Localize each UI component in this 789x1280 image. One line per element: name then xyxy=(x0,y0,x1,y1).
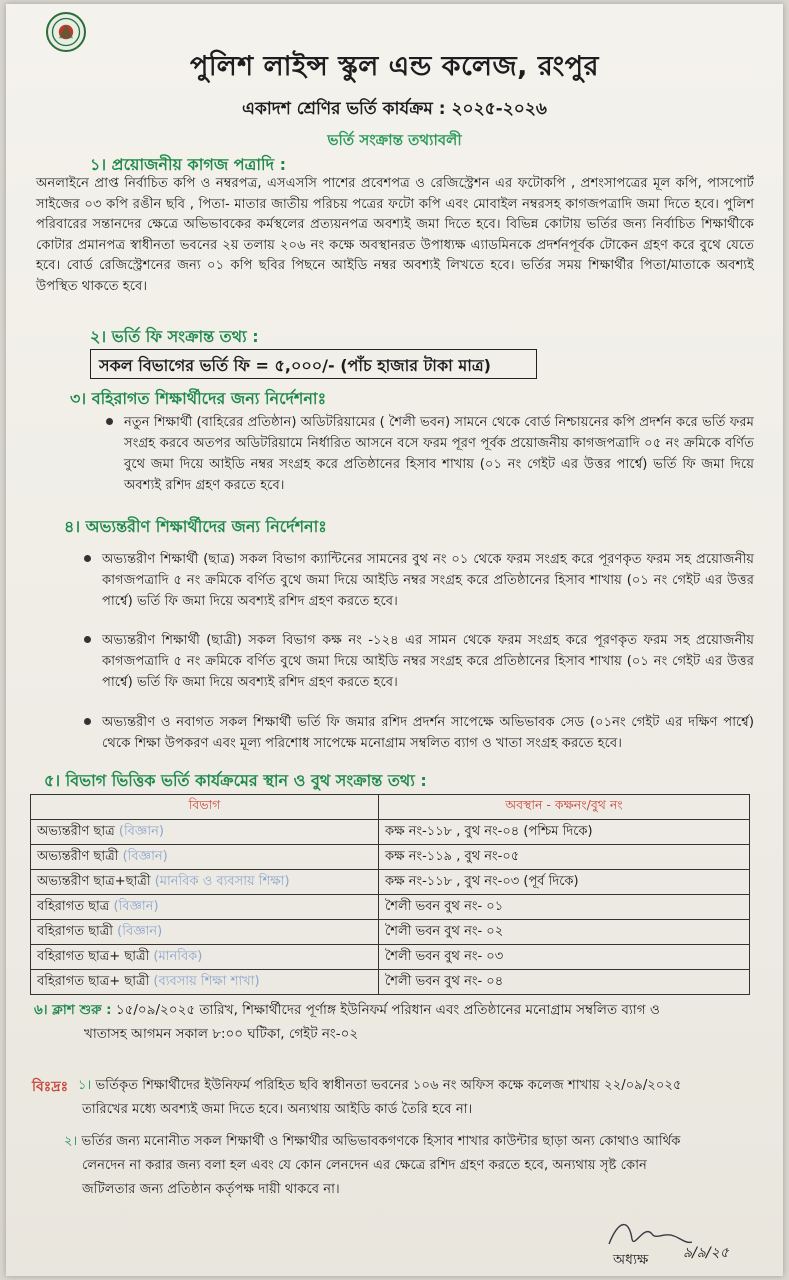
location-cell: শৈলী ভবন বুথ নং- ০২ xyxy=(379,920,750,945)
note-text: তারিখের মধ্যে অবশ্যই জমা দিতে হবে। অন্যথায় আইডি কার্ড তৈরি হবে না। xyxy=(82,1102,473,1117)
note-text: জটিলতার জন্য প্রতিষ্ঠান কর্তৃপক্ষ দায়ী থাকবে না। xyxy=(82,1182,340,1197)
table-header-row xyxy=(31,795,750,820)
table-row xyxy=(31,970,750,995)
location-cell: কক্ষ নং-১১৯ , বুথ নং-০৫ xyxy=(379,845,750,870)
page-title: পুলিশ লাইন্স স্কুল এন্ড কলেজ, রংপুর xyxy=(190,51,599,82)
dept-name: বহিরাগত ছাত্র+ ছাত্রী xyxy=(37,973,150,989)
section1-heading: ১। প্রয়োজনীয় কাগজ পত্রাদি : xyxy=(90,155,286,174)
note-text: লেনদেন না করার জন্য বলা হল এবং যে কোন লেনদেন এর ক্ষেত্রে রশিদ গ্রহণ করতে হবে, অন্যথায় সৃষ্ট কোন xyxy=(82,1158,647,1173)
col-department: বিভাগ xyxy=(31,795,379,820)
dept-name: বহিরাগত ছাত্র+ ছাত্রী xyxy=(37,948,150,964)
dept-name: অভ্যন্তরীণ ছাত্র+ছাত্রী xyxy=(37,873,151,889)
section4-bullet-text: অভ্যন্তরীণ ও নবাগত সকল শিক্ষার্থী ভর্তি ফি জমার রশিদ প্রদর্শন সাপেক্ষে অভিভাবক সেড (০১নং গেইট এর দক্ষিণ পার্শ্বে) থেকে শিক্ষা উপকরণ এবং মূল্য পরিশোধ সাপেক্ষে মনোগ্রাম সম্বলিত ব্যাগ ও খাতা সংগ্রহ করতে হবে। xyxy=(102,715,754,751)
list-item xyxy=(124,412,754,496)
section4-bullet-text: অভ্যন্তরীণ শিক্ষার্থী (ছাত্রী) সকল বিভাগ কক্ষ নং -১২৪ এর সামন থেকে ফরম সংগ্রহ করে পূরণকৃত ফরম সহ প্রয়োজনীয় কাগজপত্রাদি ৫ নং ক্রমিকে বর্ণিত বুথে জমা দিয়ে আইডি নম্বর সংগ্রহ করে প্রতিষ্ঠানের হিসাব শাখায় (০১ নং গেইট এর উত্তর পার্শ্বে) ভর্তি ফি জমা দিয়ে অবশ্যই রশিদ গ্রহণ করতে হবে। xyxy=(102,633,754,690)
table-row xyxy=(31,945,750,970)
section2-heading: ২। ভর্তি ফি সংক্রান্ত তথ্য : xyxy=(90,327,259,346)
location-cell: শৈলী ভবন বুথ নং- ০১ xyxy=(379,895,750,920)
section4-heading: ৪। অভ্যন্তরীণ শিক্ষার্থীদের জন্য নির্দেশনাঃ xyxy=(64,517,327,536)
class-start-label: ৬। ক্লাশ শুরু : xyxy=(34,1002,112,1018)
dept-group: (মানবিক) xyxy=(153,948,203,964)
admission-fee-box: সকল বিভাগের ভর্তি ফি = ৫,০০০/- (পাঁচ হাজার টাকা মাত্র) xyxy=(90,349,537,379)
dept-group: (বিজ্ঞান) xyxy=(117,923,163,939)
dept-cell xyxy=(31,870,379,895)
note-number: ২। xyxy=(64,1134,78,1149)
dept-name: বহিরাগত ছাত্রী xyxy=(37,923,114,939)
signature-date: ৯/৯/২৫ xyxy=(683,1245,729,1261)
dept-name: বহিরাগত ছাত্র xyxy=(37,898,110,914)
special-note-label: বিঃদ্রঃ xyxy=(32,1079,69,1095)
section4-bullet-text: অভ্যন্তরীণ শিক্ষার্থী (ছাত্র) সকল বিভাগ ক্যান্টিনের সামনের বুথ নং ০১ থেকে ফরম সংগ্রহ করে পূরণকৃত ফরম সহ প্রয়োজনীয় কাগজপত্রাদি ৫ নং ক্রমিকে বর্ণিত বুথে জমা দিয়ে আইডি নম্বর সংগ্রহ করে প্রতিষ্ঠানের হিসাব শাখায় (০১ নং গেইট এর উত্তর পার্শ্বে) ভর্তি ফি জমা দিয়ে অবশ্যই রশিদ গ্রহণ করতে হবে। xyxy=(102,552,754,609)
list-item xyxy=(102,630,754,693)
dept-cell xyxy=(31,820,379,845)
signature-title: অধ্যক্ষ xyxy=(613,1252,649,1268)
special-note-item-1 xyxy=(78,1074,758,1122)
table-row xyxy=(31,870,750,895)
section5-heading: ৫। বিভাগ ভিত্তিক ভর্তি কার্যক্রমের স্থান ও বুথ সংক্রান্ত তথ্য : xyxy=(44,771,427,790)
dept-cell xyxy=(31,845,379,870)
bullet-icon xyxy=(84,718,91,725)
dept-group: (মানবিক ও ব্যবসায় শিক্ষা) xyxy=(154,873,290,889)
location-cell: কক্ষ নং-১১৮ , বুথ নং-০৩ (পূর্ব দিকে) xyxy=(379,870,750,895)
bullet-icon xyxy=(106,418,113,425)
section3-bullet-text: নতুন শিক্ষার্থী (বাহিরের প্রতিষ্ঠান) অডিটরিয়ামের ( শৈলী ভবন) সামনে থেকে বোর্ড নিশ্চায়নের কপি প্রদর্শন করে ভর্তি ফরম সংগ্রহ করবে অতপর অডিটরিয়ামে নির্ধারিত আসনে বসে ফরম পূরণ পূর্বক প্রয়োজনীয় কাগজপত্রাদি ০৫ নং ক্রমিকে বর্ণিত বুথে জমা দিয়ে আইডি নম্বর সংগ্রহ করে প্রতিষ্ঠানের হিসাব শাখায় (০১ নং গেইট এর উত্তর পার্শ্বে) ভর্তি ফি জমা দিয়ে অবশ্যই রশিদ গ্রহণ করতে হবে। xyxy=(124,415,754,493)
table-row xyxy=(31,920,750,945)
booth-table xyxy=(30,794,750,995)
notice-heading: ভর্তি সংক্রান্ত তথ্যাবলী xyxy=(327,131,462,149)
list-item xyxy=(102,549,754,612)
table-row xyxy=(31,895,750,920)
special-note-item-2 xyxy=(64,1130,758,1202)
section1-body: অনলাইনে প্রাপ্ত নির্বাচিত কপি ও নম্বরপত্র, এসএসসি পাশের প্রবেশপত্র ও রেজিস্ট্রেশন এর ফটোকপি , প্রশংসাপত্রের মূল কপি, পাসপোর্ট সাইজের ০৩ কপি রঙীন ছবি , পিতা- মাতার জাতীয় পরিচয় পত্রের ফটো কপি এবং মোবাইল নম্বরসহ কাগজপত্রাদি জমা দিতে হবে। পুলিশ পরিবারের সন্তানদের ক্ষেত্রে অভিভাবকের কর্মস্থলের প্রত্যয়নপত্র অবশ্যই জমা দিতে হবে। বিভিন্ন কোটায় ভর্তির জন্য নির্বাচিত শিক্ষার্থীকে কোটার প্রমানপত্র স্বাধীনতা ভবনের ২য় তলায় ২০৬ নং কক্ষে অবস্থানরত উপাধ্যক্ষ এ্যাডমিনকে প্রদর্শনপূর্বক টোকেন গ্রহণ করে বুথে যেতে হবে। বোর্ড রেজিস্ট্রেশনের জন্য ০১ কপি ছবির পিছনে আইডি নম্বর অবশ্যই লিখতে হবে। ভর্তির সময় শিক্ষার্থীর পিতা/মাতাকে অবশ্যই উপস্থিত থাকতে হবে। xyxy=(36,176,754,294)
dept-cell xyxy=(31,945,379,970)
table-row xyxy=(31,845,750,870)
note-text: ভর্তির জন্য মনোনীত সকল শিক্ষার্থী ও শিক্ষার্থীর অভিভাবকগণকে হিসাব শাখার কাউন্টার ছাড়া অন্য কোথাও আর্থিক xyxy=(81,1134,681,1149)
col-location: অবস্থান - কক্ষনং/বুথ নং xyxy=(379,795,750,820)
note-text: ভর্তিকৃত শিক্ষার্থীদের ইউনিফর্ম পরিহিত ছবি স্বাধীনতা ভবনের ১০৬ নং অফিস কক্ষে কলেজ শাখায় ২২/০৯/২০২৫ xyxy=(95,1078,682,1093)
note-number: ১। xyxy=(78,1078,92,1093)
section3-heading: ৩। বহিরাগত শিক্ষার্থীদের জন্য নির্দেশনাঃ xyxy=(70,389,327,408)
page-subtitle: একাদশ শ্রেণির ভর্তি কার্যক্রম : ২০২৫-২০২৬ xyxy=(242,99,547,119)
dept-name: অভ্যন্তরীণ ছাত্র xyxy=(37,823,115,839)
bullet-icon xyxy=(84,555,91,562)
table-row xyxy=(31,820,750,845)
notice-paper xyxy=(6,4,783,1276)
location-cell: শৈলী ভবন বুথ নং- ০৩ xyxy=(379,945,750,970)
location-cell: শৈলী ভবন বুথ নং- ০৪ xyxy=(379,970,750,995)
dept-name: অভ্যন্তরীণ ছাত্রী xyxy=(37,848,119,864)
class-start-info xyxy=(34,998,754,1046)
dept-group: (বিজ্ঞান) xyxy=(118,823,164,839)
bullet-icon xyxy=(84,636,91,643)
dept-cell xyxy=(31,895,379,920)
dept-group: (বিজ্ঞান) xyxy=(113,898,159,914)
location-cell: কক্ষ নং-১১৮ , বুথ নং-০৪ (পশ্চিম দিকে) xyxy=(379,820,750,845)
dept-cell xyxy=(31,920,379,945)
class-start-line1: ১৫/০৯/২০২৫ তারিখ, শিক্ষার্থীদের পূর্ণাঙ্গ ইউনিফর্ম পরিধান এবং প্রতিষ্ঠানের মনোগ্রাম সম্বলিত ব্যাগ ও xyxy=(115,1002,660,1018)
dept-group: (ব্যবসায় শিক্ষা শাখা) xyxy=(153,973,260,989)
dept-cell xyxy=(31,970,379,995)
dept-group: (বিজ্ঞান) xyxy=(122,848,168,864)
list-item xyxy=(102,712,754,754)
class-start-line2: খাতাসহ আগমন সকাল ৮:০০ ঘটিকা, গেইট নং-০২ xyxy=(84,1026,359,1042)
